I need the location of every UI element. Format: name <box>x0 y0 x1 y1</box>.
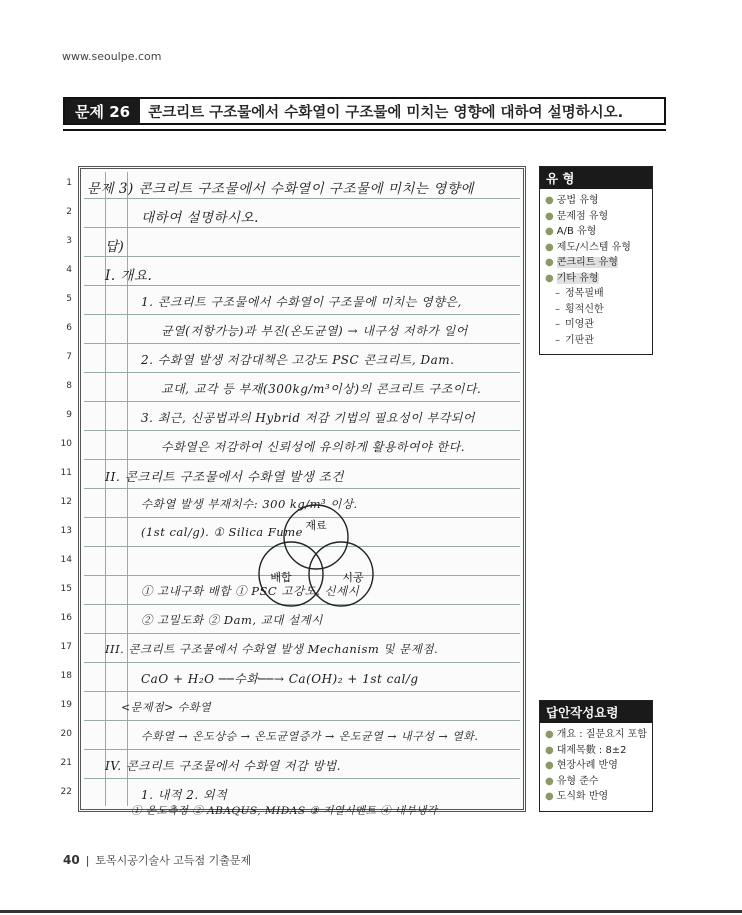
ruled-line <box>84 459 520 460</box>
handwritten-line: 1. 내적 2. 외적 <box>141 788 228 802</box>
handwritten-line: 1. 콘크리트 구조물에서 수화열이 구조물에 미치는 영향은, <box>141 295 462 309</box>
ruled-line <box>84 372 520 373</box>
line-number: 8 <box>66 381 72 391</box>
bullet-icon: ● <box>545 226 554 237</box>
ruled-line <box>84 343 520 344</box>
type-sub-item: – 정목필배 <box>555 288 604 299</box>
line-number: 21 <box>60 758 72 768</box>
handwritten-line: IV. 콘크리트 구조물에서 수화열 저감 방법. <box>105 759 341 773</box>
line-number: 16 <box>60 613 72 623</box>
bullet-icon: ● <box>545 272 554 284</box>
line-number: 22 <box>60 787 72 797</box>
question-number: 문제 26 <box>65 99 140 123</box>
handwritten-line: 답) <box>105 239 125 255</box>
question-title: 콘크리트 구조물에서 수화열이 구조물에 미치는 영향에 대하여 설명하시오. <box>148 104 624 121</box>
ruled-line <box>84 256 520 257</box>
line-number: 7 <box>66 352 72 362</box>
type-panel-heading: 유 형 <box>540 167 652 189</box>
bullet-icon: ● <box>545 744 554 756</box>
answer-tips-heading: 답안작성요령 <box>540 701 652 723</box>
line-number: 1 <box>66 178 72 188</box>
line-number: 14 <box>60 555 72 565</box>
venn-label-left: 배합 <box>270 571 292 584</box>
line-number: 15 <box>60 584 72 594</box>
line-number-column <box>40 166 74 812</box>
answer-sheet <box>78 166 526 817</box>
tip-item: ● 도식화 반영 <box>545 791 609 802</box>
handwritten-line: 3. 최근, 신공법과의 Hybrid 저감 기법의 필요성이 부각되어 <box>141 411 475 425</box>
handwritten-line: 수화열 발생 부재치수: 300 kg/m³ 이상. <box>141 497 358 511</box>
ruled-line <box>84 749 520 750</box>
dash-icon: – <box>555 334 560 346</box>
line-number: 10 <box>60 439 72 449</box>
bullet-icon: ● <box>545 195 554 206</box>
ruled-line <box>84 430 520 431</box>
line-number: 6 <box>66 323 72 333</box>
answer-tips-panel <box>539 700 653 812</box>
ruled-line <box>84 227 520 228</box>
title-underline <box>63 129 666 131</box>
type-sub-item: – 횡적신한 <box>555 303 604 315</box>
type-sub-item: – 미영관 <box>555 319 594 330</box>
dash-icon: – <box>555 303 560 315</box>
bullet-icon: ● <box>545 791 554 802</box>
bullet-icon: ● <box>545 760 554 771</box>
tip-item: ● 대제목數 : 8±2 <box>545 744 627 756</box>
ruled-line <box>84 198 520 199</box>
handwritten-line: 2. 수화열 발생 저감대책은 고강도 PSC 콘크리트, Dam. <box>141 353 455 367</box>
tip-item: ● 현장사례 반영 <box>545 760 618 771</box>
handwritten-line: 교대, 교각 등 부재(300kg/m³이상)의 콘크리트 구조이다. <box>161 382 482 396</box>
venn-circle-top <box>284 505 348 569</box>
handwritten-line: ② 고밀도화 ② Dam, 교대 설계시 <box>141 613 323 627</box>
line-number: 20 <box>60 729 72 739</box>
handwritten-line: II. 콘크리트 구조물에서 수화열 발생 조건 <box>105 469 344 484</box>
type-item: ● 제도/시스템 유형 <box>545 241 631 253</box>
ruled-line <box>84 691 520 692</box>
bullet-icon: ● <box>545 729 554 740</box>
bullet-icon: ● <box>545 775 554 787</box>
bullet-icon: ● <box>545 241 554 253</box>
dash-icon: – <box>555 288 560 299</box>
tip-item: ● 개요 : 질문요지 포함 <box>545 729 647 740</box>
handwritten-line: CaO + H₂O ──수화──→ Ca(OH)₂ + 1st cal/g <box>141 672 419 686</box>
line-number: 13 <box>60 526 72 536</box>
ruled-line <box>84 285 520 286</box>
line-number: 3 <box>66 236 72 246</box>
handwritten-line: 문제 3) 콘크리트 구조물에서 수화열이 구조물에 미치는 영향에 <box>87 181 474 197</box>
type-item: ● 문제점 유형 <box>545 210 609 222</box>
handwritten-line: <문제점> 수화열 <box>121 701 212 714</box>
page-number: 40 <box>63 853 80 867</box>
handwritten-line: (1st cal/g). ① Silica Fume <box>141 525 303 539</box>
ruled-line <box>84 720 520 721</box>
line-number: 5 <box>66 294 72 304</box>
type-sub-item: – 기판관 <box>555 334 594 346</box>
question-header <box>63 97 666 125</box>
book-title: 토목시공기술사 고득점 기출문제 <box>95 854 252 867</box>
handwritten-line: 수화열 → 온도상승 → 온도균열증가 → 온도균열 → 내구성 → 열화. <box>141 730 479 743</box>
type-item-highlighted: ● 콘크리트 유형 <box>545 257 618 268</box>
page-footer <box>63 852 251 868</box>
bullet-icon: ● <box>545 257 554 268</box>
handwritten-line: I. 개요. <box>105 268 153 284</box>
handwritten-line: ① 온도측정 ② ABAQUS, MIDAS ③ 저열시멘트 ④ 내부냉각 <box>131 805 438 817</box>
handwritten-line: III. 콘크리트 구조물에서 수화열 발생 Mechanism 및 문제점. <box>105 642 439 656</box>
ruled-line <box>84 633 520 634</box>
handwritten-line: 대하여 설명하시오. <box>141 210 259 226</box>
ruled-line <box>84 778 520 779</box>
dash-icon: – <box>555 319 560 330</box>
type-panel <box>539 166 653 355</box>
line-number: 9 <box>66 410 72 420</box>
ruled-line <box>84 662 520 663</box>
ruled-line <box>84 314 520 315</box>
line-number: 12 <box>60 497 72 507</box>
type-item: ● A/B 유형 <box>545 226 597 237</box>
tip-item: ● 유형 준수 <box>545 775 599 787</box>
line-number: 2 <box>66 207 72 217</box>
ruled-line <box>84 488 520 489</box>
line-number: 17 <box>60 642 72 652</box>
footer-divider: | <box>85 853 90 867</box>
handwritten-line: 수화열은 저감하여 신뢰성에 유의하게 활용하여야 한다. <box>161 440 466 454</box>
line-number: 11 <box>60 468 72 478</box>
handwritten-line: 균열(저항가능)과 부진(온도균열) → 내구성 저하가 일어 <box>161 324 468 338</box>
line-number: 19 <box>60 700 72 710</box>
line-number: 18 <box>60 671 72 681</box>
bullet-icon: ● <box>545 210 554 222</box>
ruled-line <box>84 401 520 402</box>
line-number: 4 <box>66 265 72 275</box>
type-item-highlighted: ● 기타 유형 <box>545 272 599 284</box>
site-url: www.seoulpe.com <box>62 50 162 63</box>
venn-label-right: 시공 <box>342 571 364 584</box>
handwritten-line: ① 고내구화 배합 ① PSC 고강도, 신세시 <box>141 584 360 598</box>
venn-label-top: 재료 <box>305 519 327 532</box>
bottom-rule <box>0 910 742 913</box>
venn-diagram <box>241 499 391 629</box>
type-item: ● 공법 유형 <box>545 195 599 206</box>
